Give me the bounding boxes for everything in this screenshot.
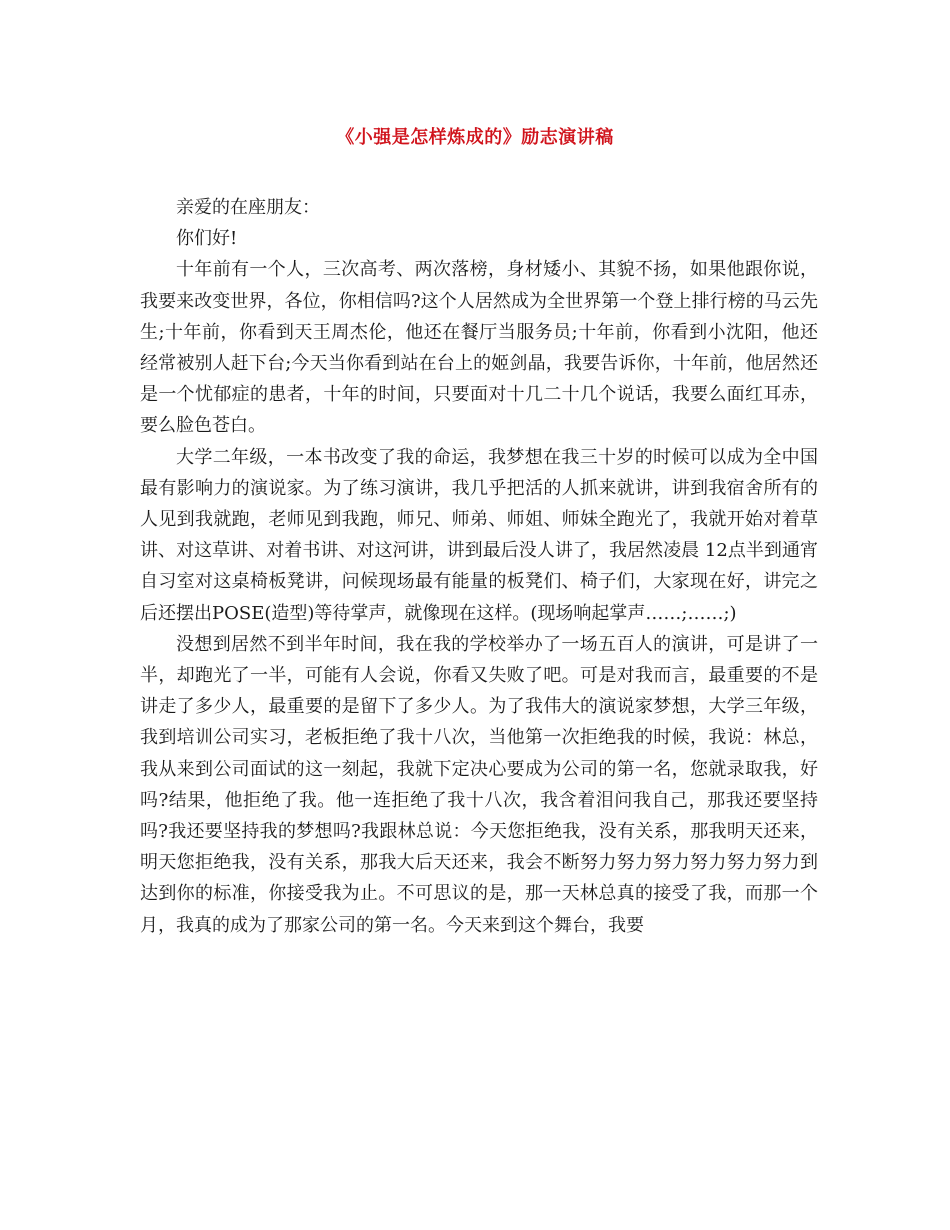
body-paragraph: 大学二年级，一本书改变了我的命运，我梦想在我三十岁的时候可以成为全中国最有影响力的演说家。为了练习演讲，我几乎把活的人抓来就讲，讲到我宿舍所有的人见到我就跑，老师见到我跑，师兄、师弟、师姐、师妹全跑光了，我就开始对着草讲、对这草讲、对着书讲、对这河讲，讲到最后没人讲了，我居然凌晨 12点半到通宵自习室对这桌椅板凳讲，问候现场最有能量的板凳们、椅子们，大家现在好，讲完之后还摆出POSE(造型)等待掌声，就像现在这样。(现场响起掌声……;……;) [140,446,818,624]
document-title: 《小强是怎样炼成的》励志演讲稿 [336,127,614,148]
salutation: 亲爱的在座朋友： [176,197,320,218]
greeting: 你们好! [176,228,238,250]
body-paragraph: 十年前有一个人，三次高考、两次落榜，身材矮小、其貌不扬，如果他跟你说，我要来改变世界，各位，你相信吗?这个人居然成为全世界第一个登上排行榜的马云先生;十年前，你看到天王周杰伦，他还在餐厅当服务员;十年前，你看到小沈阳，他还经常被别人赶下台;今天当你看到站在台上的姬剑晶，我要告诉你，十年前，他居然还是一个忧郁症的患者，十年的时间，只要面对十几二十几个说话，我要么面红耳赤，要么脸色苍白。 [140,259,818,437]
body-paragraph: 没想到居然不到半年时间，我在我的学校举办了一场五百人的演讲，可是讲了一半，却跑光了一半，可能有人会说，你看又失败了吧。可是对我而言，最重要的不是讲走了多少人，最重要的是留下了多少人。为了我伟大的演说家梦想，大学三年级，我到培训公司实习，老板拒绝了我十八次，当他第一次拒绝我的时候，我说：林总，我从来到公司面试的这一刻起，我就下定决心要成为公司的第一名，您就录取我，好吗?结果，他拒绝了我。他一连拒绝了我十八次，我含着泪问我自己，那我还要坚持吗?我还要坚持我的梦想吗?我跟林总说：今天您拒绝我，没有关系，那我明天还来，明天您拒绝我，没有关系，那我大后天还来，我会不断努力努力努力努力努力努力到达到你的标准，你接受我为止。不可思议的是，那一天林总真的接受了我，而那一个月，我真的成为了那家公司的第一名。今天来到这个舞台，我要 [140,633,818,936]
document-body [140,192,818,941]
